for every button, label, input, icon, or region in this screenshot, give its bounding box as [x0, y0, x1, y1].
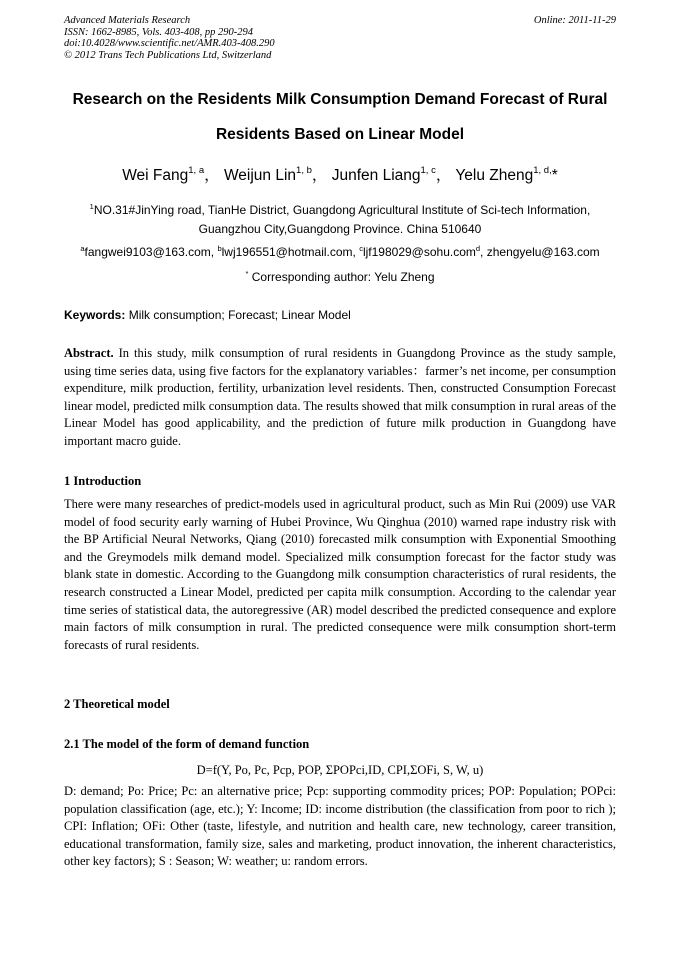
section-heading-introduction: 1 Introduction — [64, 474, 142, 488]
email-address: ljf198029@sohu.com — [362, 245, 476, 259]
author-affiliation-mark: 1, c — [420, 165, 436, 176]
introduction-text: There were many researches of predict-models used in agricultural product, such as Min Rui (2009) use VAR model of food security early warning of Hubei Province, Wu Qinghua (2010) warned rape industry risk with the BP Artificial Neural Networks, Qiang (2010) forecasted milk consumption with Exponential Smoothing and the Greymodels milk demand model. Specialized milk consumption forecast for the factor study was blank state in domestic. According to the Guangdong milk consumption characteristics of rural residents, the research constructed a Linear Model, predicted per capita milk consumption. According to the calendar year time series of statistical data, the autoregressive (AR) model described the predicted consequence and explore main factors of milk consumption in rural. The predicted consequence were milk consumption short-term forecasts of rural residents. — [64, 497, 616, 652]
paper-title-line-2: Residents Based on Linear Model — [215, 126, 465, 143]
email-mark: b — [217, 244, 222, 253]
abstract-label: Abstract. — [64, 346, 114, 360]
affiliation — [30, 201, 650, 239]
email-address: lwj196551@hotmail.com, — [221, 245, 360, 259]
corresponding-author: * Corresponding author: Yelu Zheng — [245, 269, 435, 284]
affiliation-mark: 1 — [89, 202, 94, 211]
affiliation-line-1: $^1$NO.31#JinYing road, TianHe District, Guangdong Agricultural Institute of Sci-tech Information, — [89, 202, 591, 217]
author-separator: ， — [311, 167, 328, 184]
author-list — [40, 166, 640, 186]
author-name: Yelu Zheng — [455, 167, 534, 184]
subsection-heading-demand-function: 2.1 The model of the form of demand function — [64, 737, 310, 751]
journal-name: Advanced Materials Research — [64, 15, 191, 26]
author-affiliation-mark: 1, a — [188, 165, 205, 176]
paper-title-line-1: Research on the Residents Milk Consumption Demand Forecast of Rural — [72, 91, 608, 108]
demand-function-formula: D=f(Y, Po, Pc, Pcp, POP, ΣPOPci,ID, CPI,ΣOFi, S, W, u) — [196, 763, 484, 777]
keywords-text: Milk consumption; Forecast; Linear Model — [125, 308, 351, 322]
author-separator: ， — [204, 167, 220, 184]
author-affiliation-mark: 1, b — [296, 165, 312, 176]
author-affiliation-mark: 1, d, — [533, 165, 552, 176]
author-name: Weijun Lin — [223, 167, 297, 184]
corresponding-mark: * — [245, 269, 249, 278]
email-address: , zhengyelu@163.com — [480, 245, 600, 259]
variable-definitions: D: demand; Po: Price; Pc: an alternative price; Pcp: supporting commodity prices; POP: Population; POPci: population classification (age, etc.); Y: Income; ID: income distribution (the classification from poor to rich ); CPI: Inflation; OFi: Other (taste, lifestyle, and nutrition and health care, new technology, career transition, educational transformation, family size, sales and marketing, product innovation, the inherent characteristics, other key factors); S : Season; W: weather; u: random errors. — [64, 784, 616, 869]
author-name: Wei Fang — [122, 167, 189, 184]
author-separator: ， — [435, 167, 452, 184]
author-emails — [30, 243, 650, 262]
corresponding-mark: * — [551, 167, 558, 184]
journal-header — [64, 15, 616, 61]
copyright-line: © 2012 Trans Tech Publications Ltd, Switzerland — [64, 49, 272, 61]
abstract-text: In this study, milk consumption of rural residents in Guangdong Province as the study sample, using time series data, using five factors for the explanatory variables：farmer’s net income, per consumption expenditure, milk production, fertility, urbanization level residents. Then, constructed Consumption Forecast linear model, predicted milk consumption data. The results showed that milk consumption in rural areas of the Linear Model has good applicability, and the prediction of future milk production in Guangdong have important macro guide. — [64, 346, 616, 448]
email-mark: d — [475, 244, 481, 253]
email-address: fangwei9103@163.com, — [84, 245, 218, 259]
keywords — [64, 307, 616, 323]
abstract — [64, 345, 616, 451]
online-date: Online: 2011-11-29 — [533, 15, 616, 26]
email-mark: a — [80, 244, 85, 253]
author-name: Junfen Liang — [331, 167, 421, 184]
keywords-label: Keywords: — [64, 308, 126, 322]
doi-line: doi:10.4028/www.scientific.net/AMR.403-408.290 — [64, 38, 275, 50]
section-heading-theoretical-model: 2 Theoretical model — [64, 697, 170, 711]
affiliation-line-2: Guangzhou City,Guangdong Province. China 510640 — [198, 222, 482, 236]
email-mark: c — [359, 244, 363, 253]
issn-line: ISSN: 1662-8985, Vols. 403-408, pp 290-294 — [64, 26, 253, 38]
